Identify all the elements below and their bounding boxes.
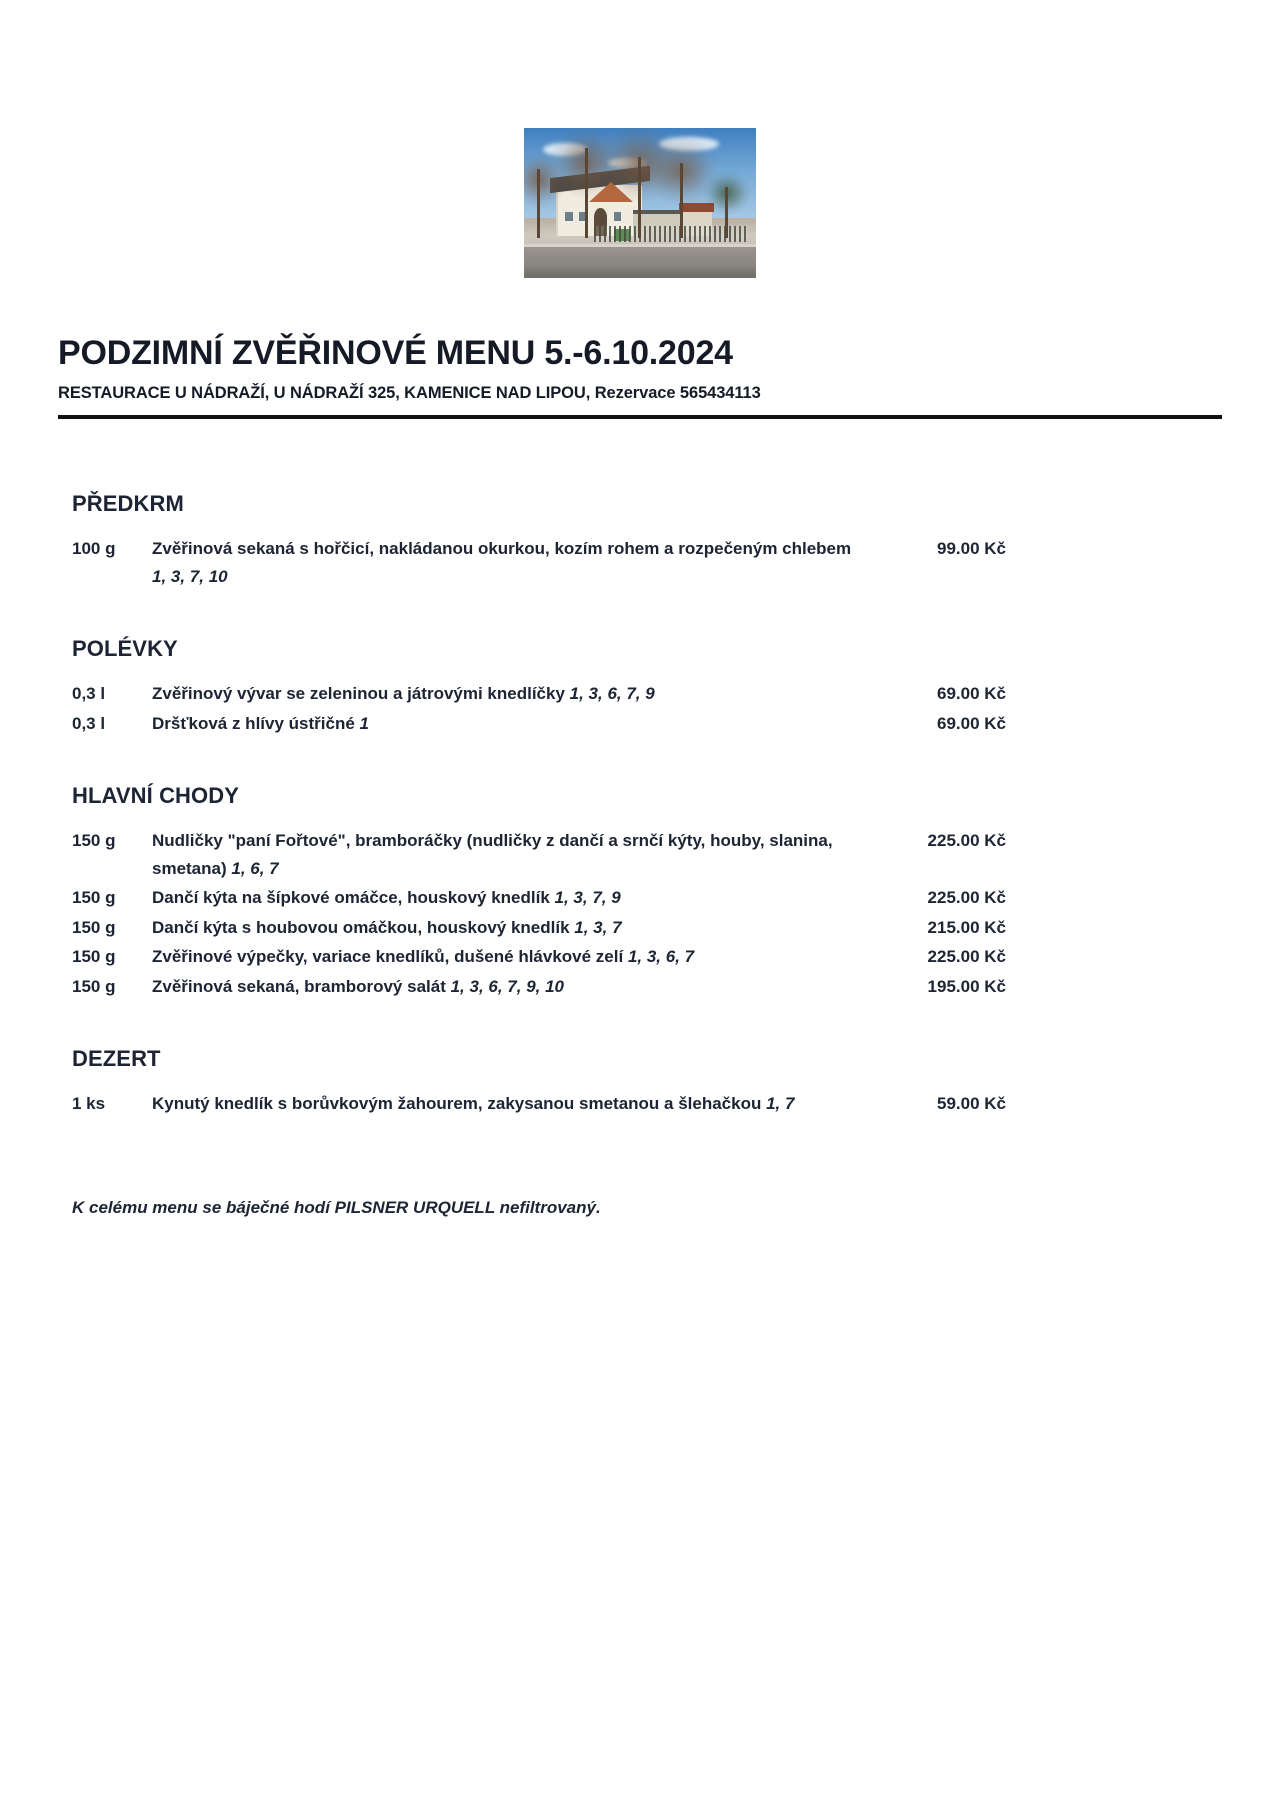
tree-icon	[724, 187, 730, 238]
item-quantity: 0,3 l	[72, 713, 106, 733]
item-quantity: 150 g	[72, 831, 116, 851]
menu-item	[72, 680, 1208, 708]
restaurant-address: RESTAURACE U NÁDRAŽÍ, U NÁDRAŽÍ 325, KAMENICE NAD LIPOU, Rezervace 565434113	[58, 384, 761, 403]
item-quantity: 150 g	[72, 888, 116, 908]
restaurant-building-photo	[524, 128, 756, 278]
item-allergens: 1, 7	[766, 1094, 795, 1114]
menu-item	[72, 827, 1208, 882]
item-description-text: Zvěřinové výpečky, variace knedlíků, dušené hlávkové zelí	[152, 947, 628, 967]
item-description-text: Kynutý knedlík s borůvkovým žahourem, zakysanou smetanou a šlehačkou	[152, 1094, 767, 1114]
item-description	[152, 914, 876, 942]
footer-note: K celému menu se báječné hodí PILSNER URQUELL nefiltrovaný.	[72, 1197, 601, 1217]
menu-item	[72, 535, 1208, 590]
item-quantity: 100 g	[72, 539, 116, 559]
header-divider	[58, 415, 1222, 419]
menu-sections	[72, 491, 1208, 1118]
header-photo-container	[0, 0, 1280, 278]
section-title: POLÉVKY	[72, 636, 178, 662]
window-shape	[565, 212, 573, 221]
item-allergens: 1, 3, 6, 7	[627, 947, 695, 967]
item-description	[152, 1090, 876, 1118]
item-description-text: Nudličky "paní Fořtové", bramboráčky (nudličky z dančí a srnčí kýty, houby, slanina, smetana)	[152, 831, 833, 878]
item-price: 69.00 Kč	[937, 713, 1006, 733]
item-allergens: 1, 3, 7, 10	[152, 566, 228, 586]
item-description	[152, 535, 876, 590]
item-quantity: 1 ks	[72, 1094, 106, 1114]
menu-section	[72, 491, 1208, 590]
item-description	[152, 827, 876, 882]
item-price: 99.00 Kč	[937, 539, 1006, 559]
item-quantity: 150 g	[72, 947, 116, 967]
item-description-text: Zvěřinová sekaná, bramborový salát	[152, 976, 451, 996]
item-price: 225.00 Kč	[927, 888, 1006, 908]
item-description-text: Dančí kýta na šípkové omáčce, houskový knedlík	[152, 888, 555, 908]
item-price: 69.00 Kč	[937, 684, 1006, 704]
road-region	[524, 247, 756, 279]
item-quantity: 0,3 l	[72, 684, 106, 704]
menu-section	[72, 636, 1208, 737]
item-description	[152, 973, 876, 1001]
tree-icon	[677, 163, 685, 238]
item-allergens: 1, 6, 7	[231, 858, 279, 878]
menu-item	[72, 943, 1208, 971]
item-description-text: Zvěřinový vývar se zeleninou a játrovými knedlíčky	[152, 684, 570, 704]
title-block	[58, 334, 1222, 403]
menu-item	[72, 710, 1208, 738]
tree-icon	[536, 169, 542, 238]
tree-icon	[582, 148, 590, 238]
item-description	[152, 680, 876, 708]
item-quantity: 150 g	[72, 917, 116, 937]
item-quantity: 150 g	[72, 976, 116, 996]
section-title: HLAVNÍ CHODY	[72, 783, 240, 809]
item-description-text: Dančí kýta s houbovou omáčkou, houskový knedlík	[152, 917, 575, 937]
item-description-text: Zvěřinová sekaná s hořčicí, nakládanou okurkou, kozím rohem a rozpečeným chlebem	[152, 539, 852, 559]
menu-item	[72, 1090, 1208, 1118]
item-description	[152, 710, 876, 738]
item-description	[152, 884, 876, 912]
menu-section	[72, 783, 1208, 1000]
menu-item	[72, 973, 1208, 1001]
menu-section	[72, 1046, 1208, 1118]
page-title: PODZIMNÍ ZVĚŘINOVÉ MENU 5.-6.10.2024	[58, 334, 733, 372]
item-allergens: 1, 3, 6, 7, 9, 10	[450, 976, 565, 996]
window-shape	[614, 212, 622, 221]
section-title: PŘEDKRM	[72, 491, 184, 517]
item-allergens: 1	[359, 713, 369, 733]
menu-item	[72, 884, 1208, 912]
item-allergens: 1, 3, 6, 7, 9	[569, 684, 655, 704]
item-price: 195.00 Kč	[927, 976, 1006, 996]
item-price: 225.00 Kč	[927, 831, 1006, 851]
item-description	[152, 943, 876, 971]
item-allergens: 1, 3, 7	[574, 917, 622, 937]
item-price: 215.00 Kč	[927, 917, 1006, 937]
item-price: 59.00 Kč	[937, 1094, 1006, 1114]
item-price: 225.00 Kč	[927, 947, 1006, 967]
item-allergens: 1, 3, 7, 9	[554, 888, 621, 908]
section-title: DEZERT	[72, 1046, 161, 1072]
item-description-text: Dršťková z hlívy ústřičné	[152, 713, 360, 733]
menu-item	[72, 914, 1208, 942]
